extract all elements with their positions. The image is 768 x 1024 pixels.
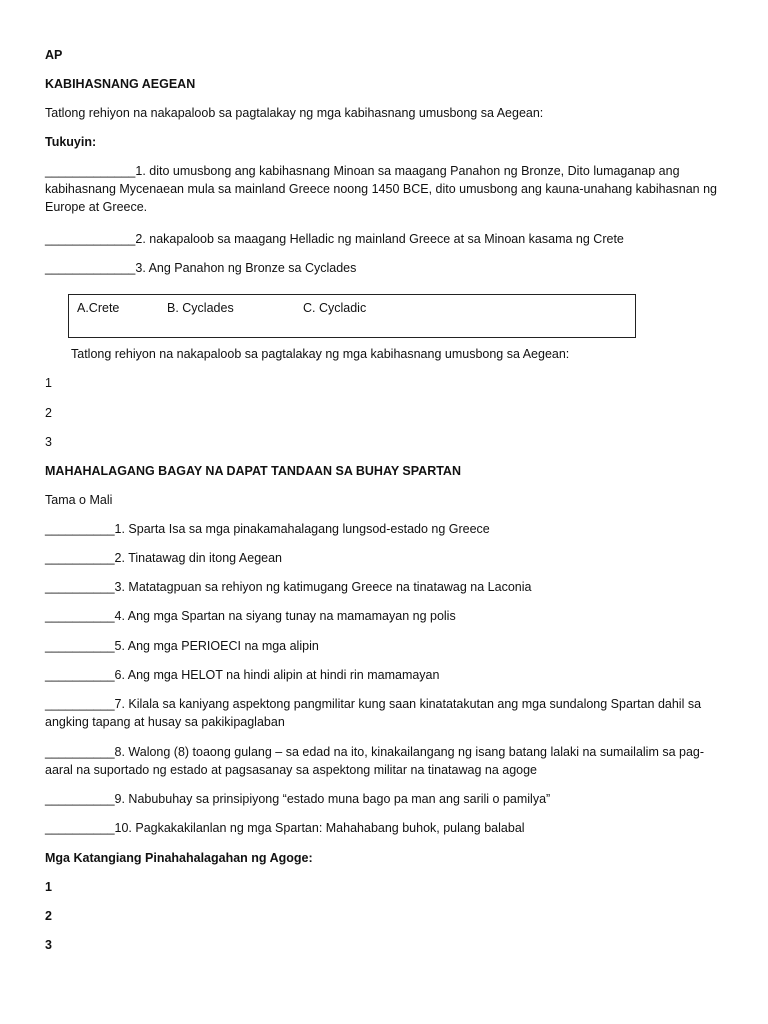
spartan-section-title: MAHAHALAGANG BAGAY NA DAPAT TANDAAN SA BUHAY SPARTAN (45, 464, 461, 478)
instruction-identify: Tukuyin: (45, 135, 97, 149)
regions-answer-2: 2 (45, 406, 52, 420)
regions-answer-3: 3 (45, 435, 52, 449)
agoge-answer-3: 3 (45, 938, 52, 952)
choice-c: C. Cycladic (303, 301, 367, 315)
true-false-item-2: __________2. Tinatawag din itong Aegean (45, 551, 283, 565)
true-false-item-10: __________10. Pagkakakilanlan ng mga Spartan: Mahahabang buhok, pulang balabal (45, 821, 525, 835)
identify-item-3: _____________3. Ang Panahon ng Bronze sa Cyclades (45, 261, 357, 275)
true-false-item-7: __________7. Kilala sa kaniyang aspektong pangmilitar kung saan kinatatakutan ang mga sundalong Spartan dahil sa angking tapang at husay sa pakikipaglaban (45, 697, 702, 729)
true-false-item-9: __________9. Nabubuhay sa prinsipiyong “estado muna bago pa man ang sarili o pamilya” (45, 792, 551, 806)
agoge-answer-1: 1 (45, 880, 52, 894)
subject-label: AP (45, 48, 63, 62)
true-false-item-4: __________4. Ang mga Spartan na siyang tunay na mamamayan ng polis (45, 609, 456, 623)
true-false-item-8: __________8. Walong (8) toaong gulang – sa edad na ito, kinakailangang ng isang batang lalaki na sumailalim sa pag-aaral na suportado ng estado at pagsasanay sa aspektong militar na tinatawag na agoge (45, 745, 705, 777)
choice-a: A.Crete (77, 301, 120, 315)
regions-question: Tatlong rehiyon na nakapaloob sa pagtalakay ng mga kabihasnang umusbong sa Aegean: (71, 347, 570, 361)
true-false-item-6: __________6. Ang mga HELOT na hindi alipin at hindi rin mamamayan (45, 668, 440, 682)
true-false-item-1: __________1. Sparta Isa sa mga pinakamahalagang lungsod-estado ng Greece (45, 522, 490, 536)
identify-item-1: _____________1. dito umusbong ang kabihasnang Minoan sa maagang Panahon ng Bronze, Dito lumaganap ang kabihasnang Mycenaean mula sa mainland Greece noong 1450 BCE, dito umusbong ang kauna-unahang kabihasnan ng Europe at Greece. (45, 164, 718, 214)
true-false-item-3: __________3. Matatagpuan sa rehiyon ng katimugang Greece na tinatawag na Laconia (45, 580, 532, 594)
identify-item-2: _____________2. nakapaloob sa maagang Helladic ng mainland Greece at sa Minoan kasama ng Crete (45, 232, 624, 246)
true-false-instruction: Tama o Mali (45, 493, 113, 507)
true-false-item-5: __________5. Ang mga PERIOECI na mga alipin (45, 639, 319, 653)
worksheet-title: KABIHASNANG AEGEAN (45, 77, 196, 91)
agoge-question: Mga Katangiang Pinahahalagahan ng Agoge: (45, 851, 313, 865)
regions-answer-1: 1 (45, 376, 52, 390)
choice-b: B. Cyclades (167, 301, 234, 315)
agoge-answer-2: 2 (45, 909, 52, 923)
intro-text: Tatlong rehiyon na nakapaloob sa pagtalakay ng mga kabihasnang umusbong sa Aegean: (45, 106, 544, 120)
choices-box (68, 294, 636, 338)
